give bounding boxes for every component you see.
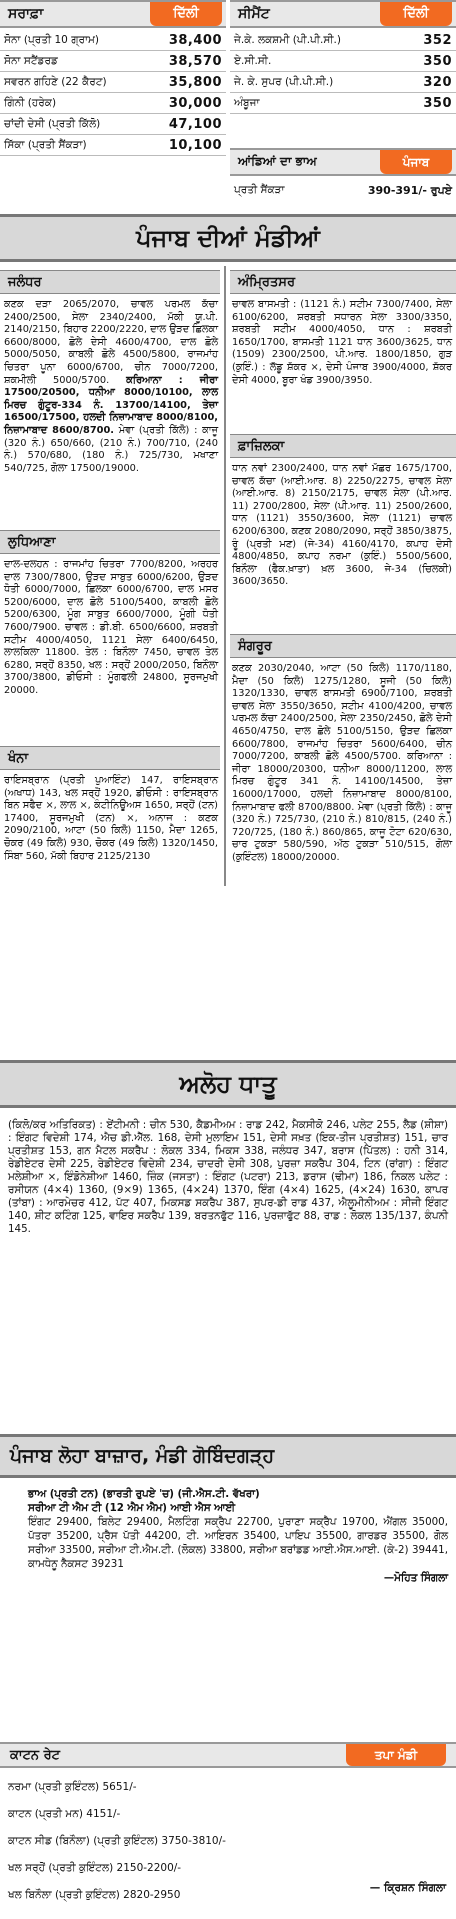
cement-row-label: ਅੰਬੂਜਾ (234, 96, 260, 109)
loha-body: ਭਾਅ (ਪ੍ਰਤੀ ਟਨ) (ਭਾਰਤੀ ਰੁਪਏ 'ਚ) (ਜੀ.ਐਸ.ਟੀ. ਵੱਖਰਾ) ਸਰੀਆ ਟੀ ਐਮ ਟੀ (12 ਐਮ ਐਮ) ਆਈ ਐਸ ਆਈ ਇੰਗਟ 29400, ਬਿਲੇਟ 29400, ਮੈਲਟਿੰਗ ਸਕ੍ਰੈਪ 22700, ਪੁਰਾਣਾ ਸਕ੍ਰੈਪ 19700, ਐਂਗਲ 35000, ਪੱਤਰਾ 35200, ਪ੍ਰੈਸ ਪੱਤੀ 44200, ਟੀ. ਆਇਰਨ 35400, ਪਾਇਪ 35500, ਗਾਰਡਰ 35500, ਗੋਲ ਸਰੀਆ 33500, ਸਰੀਆ ਟੀ.ਐਮ.ਟੀ. (ਲੋਕਲ) 33800, ਸਰੀਆ ਬਰਾਂਡਡ ਆਈ.ਐਸ.ਆਈ. (ਕੇ-2) 39441, ਕਾਮਧੇਨੂ ਨੈਕਸਟ 39231 —ਮੋਹਿਤ ਸਿੰਗਲਾ (28, 1488, 448, 1584)
sarafa-header (0, 0, 226, 28)
cotton-line: ਖਲ ਬਿਨੌਲਾ (ਪ੍ਰਤੀ ਕੁਇੰਟਲ) 2820-2950 (8, 1889, 181, 1901)
cement-table (230, 30, 456, 114)
jalandhar-body: ਕਣਕ ਦੜਾ 2065/2070, ਚਾਵਲ ਪਰਮਲ ਕੱਚਾ 2400/2500, ਸੇਲਾ 2340/2400, ਮੱਕੀ ਯੂ.ਪੀ. 2140/2150, ਬਿਹਾਰ 2200/2220, ਦਾਲ ਉੜਦ ਛਿਲਕਾ 6600/8000, ਛੋਲੇ ਦੇਸੀ 4600/4700, ਦਾਲ ਛੋਲੇ 5000/5050, ਕਾਬਲੀ ਛੋਲੇ 4500/5800, ਰਾਜਮਾਂਹ ਚਿਤਰਾ ਪੂਨਾ 6000/6700, ਚੀਨ 7000/7200, ਸ਼ਕਮੀਲੀ 5000/5700. ਕਰਿਆਨਾ : ਜੀਰਾ 17500/20500, ਧਨੀਆ 8000/10100, ਲਾਲ ਮਿਰਚ ਗੁੰਟੂਰ-334 ਨੰ. 13700/14100, ਤੇਜ਼ਾ 16500/17500, ਹਲਦੀ ਨਿਜ਼ਾਮਾਬਾਦ 8000/8100, ਨਿਜ਼ਾਮਾਬਾਦ 8600/8700. ਮੇਵਾ (ਪ੍ਰਤੀ ਕਿੱਲੋ) : ਕਾਜੂ (320 ਨੰ.) 650/660, (210 ਨੰ.) 700/710, (240 ਨੰ.) 570/680, (180 ਨੰ.) 725/730, ਮਖਾਣਾ 540/725, ਗੋਲਾ 17500/19000. (4, 299, 218, 474)
cement-row-label: ਜੇ.ਕੇ. ਲਕਸ਼ਮੀ (ਪੀ.ਪੀ.ਸੀ.) (234, 33, 341, 46)
cement-title: ਸੀਮੈਂਟ (238, 6, 270, 22)
sarafa-city: ਦਿੱਲੀ (150, 2, 222, 26)
sarafa-row-value: 47,100 (168, 116, 222, 132)
cement-row-value: 320 (423, 74, 452, 90)
fazilka-body: ਧਾਨ ਨਵਾਂ 2300/2400, ਧਾਨ ਨਵਾਂ ਮੱਛਰ 1675/1700, ਚਾਵਲ ਕੱਚਾ (ਆਈ.ਆਰ. 8) 2250/2275, ਚਾਵਲ ਸੇਲਾ (ਆਈ.ਆਰ. 8) 2150/2175, ਚਾਵਲ ਸੇਲਾ (ਪੀ.ਆਰ. 11) 2700/2800, ਸੇਲਾ (ਪੀ.ਆਰ. 11) 2500/2600, ਧਾਨ (1121) 3550/3600, ਸੇਲਾ (1121) ਚਾਵਲ 6200/6300, ਕਣਕ 2080/2090, ਸਰ੍ਹੋਂ 3850/3875, ਰੂੰ (ਪ੍ਰਤੀ ਮਣ) (ਜੇ-34) 4160/4170, ਕਪਾਹ ਦੇਸੀ 4800/4850, ਕਪਾਹ ਨਰਮਾ (ਕੁਇੰ.) 5500/5600, ਬਿਨੌਲਾ (ਫੈਕ.ਖ਼ਾਤਾ) ਖ਼ਲ 3600, ਜੇ-34 (ਚਿਲਕੀ) 3600/3650. (232, 463, 452, 588)
khanna-header (0, 746, 220, 770)
cement-row (230, 30, 456, 51)
loha-line2: ਸਰੀਆ ਟੀ ਐਮ ਟੀ (12 ਐਮ ਐਮ) ਆਈ ਐਸ ਆਈ (28, 1502, 235, 1514)
column-divider (224, 266, 226, 886)
loha-title-bar (0, 1434, 456, 1478)
mandis-title-bar (0, 214, 456, 262)
cotton-line: ਕਾਟਨ (ਪ੍ਰਤੀ ਮਨ) 4151/- (8, 1808, 121, 1820)
loha-line1: ਭਾਅ (ਪ੍ਰਤੀ ਟਨ) (ਭਾਰਤੀ ਰੁਪਏ 'ਚ) (ਜੀ.ਐਸ.ਟੀ. ਵੱਖਰਾ) (28, 1488, 260, 1500)
sarafa-row (0, 93, 226, 114)
cement-row-label: ਜੇ. ਕੇ. ਸੁਪਰ (ਪੀ.ਪੀ.ਸੀ.) (234, 75, 334, 88)
sarafa-row-label: ਚਾਂਦੀ ਦੇਸੀ (ਪ੍ਰਤੀ ਕਿੱਲੋ) (4, 117, 101, 130)
sarafa-row-label: ਸਿੱਕਾ (ਪ੍ਰਤੀ ਸੈਂਕੜਾ) (4, 138, 87, 151)
cotton-city: ਤਪਾ ਮੰਡੀ (346, 1744, 446, 1766)
sarafa-row-label: ਸੋਨਾ (ਪ੍ਰਤੀ 10 ਗ੍ਰਾਮ) (4, 33, 100, 46)
amritsar-body: ਚਾਵਲ ਬਾਸਮਤੀ : (1121 ਨੰ.) ਸਟੀਮ 7300/7400, ਸੇਲਾ 6100/6200, ਸ਼ਰਬਤੀ ਸਧਾਰਨ ਸੇਲਾ 3300/3350, ਸ਼ਰਬਤੀ ਸਟੀਮ 4000/4050, ਧਾਨ : ਸ਼ਰਬਤੀ 1650/1700, ਬਾਸਮਤੀ 1121 ਧਾਨ 3600/3625, ਧਾਨ (1509) 2300/2500, ਪੀ.ਆਰ. 1800/1850, ਗੁੜ (ਕੁਇੰ.) : ਲੱਡੂ ਸ਼ੱਕਰ ×, ਦੇਸੀ ਪੰਜਾਬ 3900/4000, ਸ਼ੱਕਰ ਦੇਸੀ 4000, ਬੂਰਾ ਖੰਡ 3900/3950. (232, 299, 452, 386)
jalandhar-title: ਜਲੰਧਰ (8, 274, 42, 290)
ludhiana-title: ਲੁਧਿਆਣਾ (8, 534, 56, 550)
cement-row-value: 350 (423, 95, 452, 111)
sangrur-body: ਕਣਕ 2030/2040, ਆਟਾ (50 ਕਿਲੋ) 1170/1180, ਮੈਦਾ (50 ਕਿਲੋ) 1275/1280, ਸੂਜੀ (50 ਕਿਲੋ) 1320/1330, ਚਾਵਲ ਬਾਸਮਤੀ 6900/7100, ਸ਼ਰਬਤੀ ਚਾਵਲ ਸੇਲਾ 3550/3650, ਸਟੀਮ 4100/4200, ਚਾਵਲ ਪਰਮਲ ਕੱਚਾ 2400/2500, ਸੇਲਾ 2350/2450, ਛੋਲੇ ਦੇਸੀ 4650/4750, ਦਾਲ ਛੋਲੇ 5100/5150, ਉੜਦ ਛਿਲਕਾ 6600/7800, ਰਾਜਮਾਂਹ ਚਿਤਰਾ 5600/6400, ਚੀਨ 7000/7200, ਕਾਬਲੀ ਛੋਲੇ 4500/5700. ਕਰਿਆਨਾ : ਜੀਰਾ 18000/20300, ਧਨੀਆ 8000/11200, ਲਾਲ ਮਿਰਚ ਗੁੰਟੂਰ 341 ਨੰ. 14100/14500, ਤੇਜ਼ਾ 16000/17000, ਹਲਦੀ ਨਿਜ਼ਾਮਾਬਾਦ 8000/8100, ਨਿਜ਼ਾਮਾਬਾਦ ਫਲੀ 8700/8800. ਮੇਵਾ (ਪ੍ਰਤੀ ਕਿੱਲੋ) : ਕਾਜੂ (320 ਨੰ.) 725/730, (210 ਨੰ.) 810/815, (240 ਨੰ.) 720/725, (180 ਨੰ.) 860/865, ਕਾਜੂ ਟੋਟਾ 620/630, ਚਾਰ ਟੁਕੜਾ 580/590, ਅੱਠ ਟੁਕੜਾ 510/515, ਗੋਲਾ (ਕੁਇੰਟਲ) 18000/20000. (232, 663, 453, 863)
sarafa-row (0, 72, 226, 93)
sangrur-title: ਸੰਗਰੂਰ (238, 638, 272, 654)
loha-sign: —ਮੋਹਿਤ ਸਿੰਗਲਾ (383, 1572, 448, 1584)
sarafa-row-value: 30,000 (168, 95, 222, 111)
khanna-title: ਖੰਨਾ (8, 750, 29, 766)
cement-row-label: ਏ.ਸੀ.ਸੀ. (234, 54, 272, 67)
cotton-line: ਨਰਮਾ (ਪ੍ਰਤੀ ਕੁਇੰਟਲ) 5651/- (8, 1781, 137, 1793)
sarafa-row-label: ਗਿੰਨੀ (ਹਰੇਕ) (4, 96, 57, 109)
eggs-label: ਪ੍ਰਤੀ ਸੈਂਕੜਾ (234, 184, 285, 196)
sarafa-row-label: ਸੋਨਾ ਸਟੈਂਡਰਡ (4, 54, 58, 67)
sarafa-title: ਸਰਾਫ਼ਾ (8, 6, 44, 22)
cement-city: ਦਿੱਲੀ (380, 2, 452, 26)
sarafa-table (0, 30, 226, 156)
cotton-header (0, 1742, 456, 1768)
metals-title: ਅਲੋਹ ਧਾਤੂ (179, 1070, 277, 1098)
fazilka-header (230, 434, 456, 458)
sangrur-header (230, 634, 456, 658)
sarafa-row-value: 35,800 (168, 74, 222, 90)
sarafa-row-label: ਸਵਰਨ ਗਹਿਣੇ (22 ਕੈਰਟ) (4, 75, 107, 88)
sarafa-row-value: 10,100 (168, 137, 222, 153)
eggs-title: ਆਂਡਿਆਂ ਦਾ ਭਾਅ (238, 154, 317, 168)
cement-row (230, 93, 456, 114)
cement-row (230, 51, 456, 72)
fazilka-title: ਫ਼ਾਜ਼ਿਲਕਾ (238, 438, 285, 454)
khanna-body: ਰਾਇਸਬ੍ਰਾਨ (ਪ੍ਰਤੀ ਪੁਆਇੰਟ) 147, ਰਾਇਸਬ੍ਰਾਨ (ਅਖਾਧ) 143, ਖਲ ਸਰ੍ਹੋਂ 1920, ਡੀਓਸੀ : ਰਾਇਸਬ੍ਰਾਨ ਬਿਨ ਸਫੈਦ ×, ਲਾਲ ×, ਕੰਟੀਨਿਊਅਸ 1650, ਸਰ੍ਹੋਂ (ਟਨ) 17400, ਸੂਰਜਮੁਖੀ (ਟਨ) ×, ਅਨਾਜ : ਕਣਕ 2090/2100, ਆਟਾ (50 ਕਿਲੋ) 1150, ਮੈਦਾ 1265, ਚੋਕਰ (49 ਕਿਲੋ) 930, ਚੋਕਰ (49 ਕਿਲੋ) 1320/1450, ਸਿੰਬਾ 560, ਮੱਕੀ ਬਿਹਾਰ 2125/2130 (4, 775, 218, 862)
eggs-row (230, 180, 456, 201)
eggs-region: ਪੰਜਾਬ (380, 150, 452, 174)
metals-body: (ਕਿਲੋ/ਕਰ ਅਤਿਰਿਕਤ) : ਏਂਟੀਮਨੀ : ਚੀਨ 530, ਕੈਡਮੀਅਮ : ਰਾਡ 242, ਮੈਕਸੀਕੋ 246, ਪਲੇਟ 255, ਲੈਡ (ਸ਼ੀਸ਼ਾ) : ਇੰਗਟ ਵਿਦੇਸ਼ੀ 174, ਐਚ ਡੀ.ਐੱਲ. 168, ਦੇਸੀ ਮੁਲਾਇਮ 151, ਦੇਸੀ ਸਖ਼ਤ (ਇਕ-ਤੀਜ ਪ੍ਰਤੀਸ਼ਤ) 151, ਚਾਰ ਪ੍ਰਤੀਸ਼ਤ 153, ਗਨ ਮੈਟਲ ਸਕਰੈਪ : ਲੋਕਲ 334, ਮਿਕਸ 338, ਜਲੰਧਰ 347, ਬਰਾਸ (ਪਿੱਤਲ) : ਹਨੀ 314, ਰੇਡੀਏਟਰ ਦੇਸੀ 225, ਰੇਡੀਏਟਰ ਵਿਦੇਸ਼ੀ 234, ਚਾਦਰੀ ਦੇਸੀ 308, ਪੁਰਜ਼ਾ ਸਕਰੈਪ 304, ਟਿਨ (ਰਾਂਗਾ) : ਇੰਗਟ ਮਲੇਸ਼ੀਆ ×, ਇੰਡੋਨੇਸ਼ੀਆ 1460, ਜ਼ਿੰਕ (ਜਸਤਾ) : ਇੰਗਟ (ਪਟਰਾ) 213, ਡਰਾਸ (ਢੀਮਾ) 186, ਨਿਕਲ ਪਲੇਟ : ਰਸੀਯਨ (4×4) 1360, (9×9) 1365, (4×24) 1370, ਇੰਗ (4×4) 1625, (4×24) 1630, ਕਾਪਰ (ਤਾਂਬਾ) : ਆਰਮੇਚਰ 412, ਪੱਟ 407, ਮਿਕਸਡ ਸਕਰੈਪ 387, ਸੁਪਰ-ਡੀ ਰਾਡ 437, ਐਲੂਮੀਨੀਅਮ : ਸੀਜੀ ਇੰਗਟ 140, ਸ਼ੀਟ ਕਟਿੰਗ 125, ਵਾਇਰ ਸਕਰੈਪ 139, ਬਰਤਨਫੁੱਟ 116, ਪੁਰਜ਼ਾਫੁੱਟ 88, ਰਾਡ : ਲੋਕਲ 135/137, ਕੰਪਨੀ 145. (8, 1119, 448, 1235)
metals-title-bar (0, 1060, 456, 1108)
eggs-header (230, 148, 456, 176)
amritsar-title: ਅੰਮ੍ਰਿਤਸਰ (238, 274, 296, 290)
cotton-line: ਖਲ ਸਰ੍ਹੋਂ (ਪ੍ਰਤੀ ਕੁਇੰਟਲ) 2150-2200/- (8, 1862, 182, 1874)
mandis-title: ਪੰਜਾਬ ਦੀਆਂ ਮੰਡੀਆਂ (136, 224, 320, 252)
ludhiana-body: ਦਾਲ-ਦਲਹਨ : ਰਾਜਮਾਂਹ ਚਿਤਰਾ 7700/8200, ਅਰਹਰ ਦਾਲ 7300/7800, ਉੜਦ ਸਾਬੁਤ 6000/6200, ਉੜਦ ਧੋਤੀ 6000/7000, ਛਿਲਕਾ 6000/6700, ਦਾਲ ਮਸਰ 5200/6000, ਦਾਲ ਛੋਲੇ 5100/5400, ਕਾਬਲੀ ਛੋਲੇ 5200/6300, ਮੂੰਗ ਸਾਬੁਤ 6600/7000, ਮੂੰਗੀ ਧੋਤੀ 7600/7900. ਚਾਵਲ : ਡੀ.ਬੀ. 6500/6600, ਸ਼ਰਬਤੀ ਸਟੀਮ 4000/4050, 1121 ਸੇਲਾ 6400/6450, ਲਾਲਕਿਲਾ 11800. ਤੇਲ : ਬਿਨੌਲਾ 7450, ਚਾਵਲ ਤੇਲ 6280, ਸਰ੍ਹੋਂ 8350, ਖਲ : ਸਰ੍ਹੋਂ 2000/2050, ਬਿਨੌਲਾ 3700/3800, ਡੀਓਸੀ : ਮੂੰਗਫਲੀ 24800, ਸੂਰਜਮੁਖੀ 20000. (4, 559, 218, 696)
sarafa-row-value: 38,570 (168, 53, 222, 69)
sarafa-row (0, 30, 226, 51)
cement-header (230, 0, 456, 28)
ludhiana-header (0, 530, 220, 554)
loha-title: ਪੰਜਾਬ ਲੋਹਾ ਬਾਜ਼ਾਰ, ਮੰਡੀ ਗੋਬਿੰਦਗੜ੍ਹ (10, 1445, 275, 1467)
sarafa-row (0, 51, 226, 72)
cotton-line: ਕਾਟਨ ਸੀਡ (ਬਿਨੌਲਾ) (ਪ੍ਰਤੀ ਕੁਇੰਟਲ) 3750-3810/- (8, 1835, 226, 1847)
sarafa-row (0, 135, 226, 156)
amritsar-header (230, 270, 456, 294)
eggs-value: 390-391/- ਰੁਪਏ (367, 183, 452, 197)
sarafa-row-value: 38,400 (168, 32, 222, 48)
sarafa-row (0, 114, 226, 135)
cotton-title: ਕਾਟਨ ਰੇਟ (10, 1748, 60, 1763)
jalandhar-header (0, 270, 220, 294)
cotton-sign: — ਕ੍ਰਿਸ਼ਨ ਸਿੰਗਲਾ (369, 1882, 446, 1894)
cement-row (230, 72, 456, 93)
cement-row-value: 352 (423, 32, 452, 48)
cement-row-value: 350 (423, 53, 452, 69)
